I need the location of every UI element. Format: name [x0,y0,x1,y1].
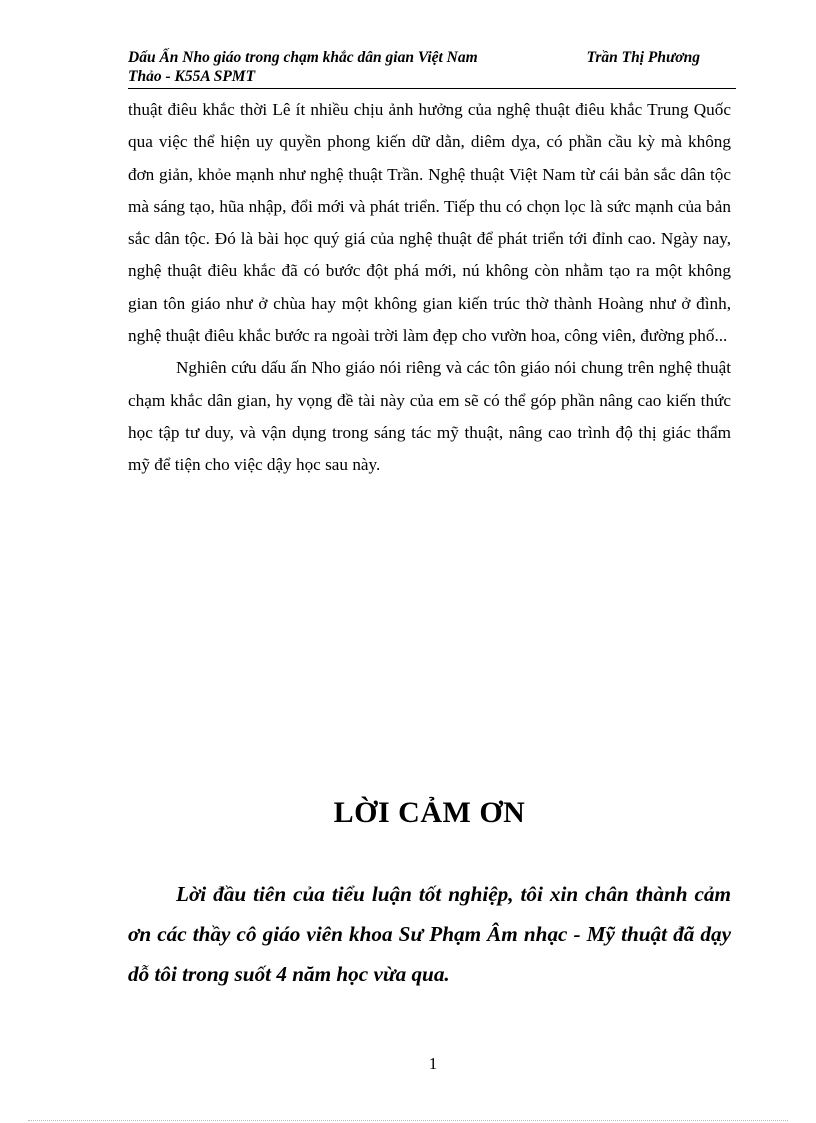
body-paragraph-1: thuật điêu khắc thời Lê ít nhiều chịu ảnh hưởng của nghệ thuật điêu khắc Trung Quốc qua việc thể hiện uy quyền phong kiến dữ dằn, diêm dỵa, có phần cầu kỳ mà không đơn giản, khỏe mạnh như nghệ thuật Trần. Nghệ thuật Việt Nam từ cái bản sắc dân tộc mà sáng tạo, hũa nhập, đổi mới và phát triển. Tiếp thu có chọn lọc là sức mạnh của bản sắc dân tộc. Đó là bài học quý giá của nghệ thuật để phát triển tới đỉnh cao. Ngày nay, nghệ thuật điêu khắc đã có bước đột phá mới, nú không còn nhằm tạo ra một không gian tôn giáo như ở chùa hay một không gian kiến trúc thờ thành Hoàng như ở đình, nghệ thuật điêu khắc bước ra ngoài trời làm đẹp cho vườn hoa, công viên, đường phố... [128,100,731,346]
header-title: Dấu Ấn Nho giáo trong chạm khắc dân gian Việt Nam [128,49,478,66]
running-header [128,48,736,89]
acknowledgement-text: Lời đầu tiên của tiểu luận tốt nghiệp, tôi xin chân thành cảm ơn các thầy cô giáo viên khoa Sư Phạm Âm nhạc - Mỹ thuật đã dạy dỗ tôi trong suốt 4 năm học vừa qua. [128,882,731,986]
header-author: Trần Thị Phương [586,49,700,66]
page-bottom-divider [28,1120,788,1121]
header-author-continued: Thảo - K55A SPMT [128,68,256,85]
acknowledgement-title: LỜI CẢM ƠN [333,796,526,829]
body-text [128,94,731,482]
body-paragraph-2: Nghiên cứu dấu ấn Nho giáo nói riêng và các tôn giáo nói chung trên nghệ thuật chạm khắc dân gian, hy vọng đề tài này của em sẽ có thể góp phần nâng cao kiến thức học tập tư duy, và vận dụng trong sáng tác mỹ thuật, nâng cao trình độ thị giác thẩm mỹ để tiện cho việc dậy học sau này. [128,358,731,475]
header-line [128,48,736,67]
page-number: 1 [428,1054,438,1073]
